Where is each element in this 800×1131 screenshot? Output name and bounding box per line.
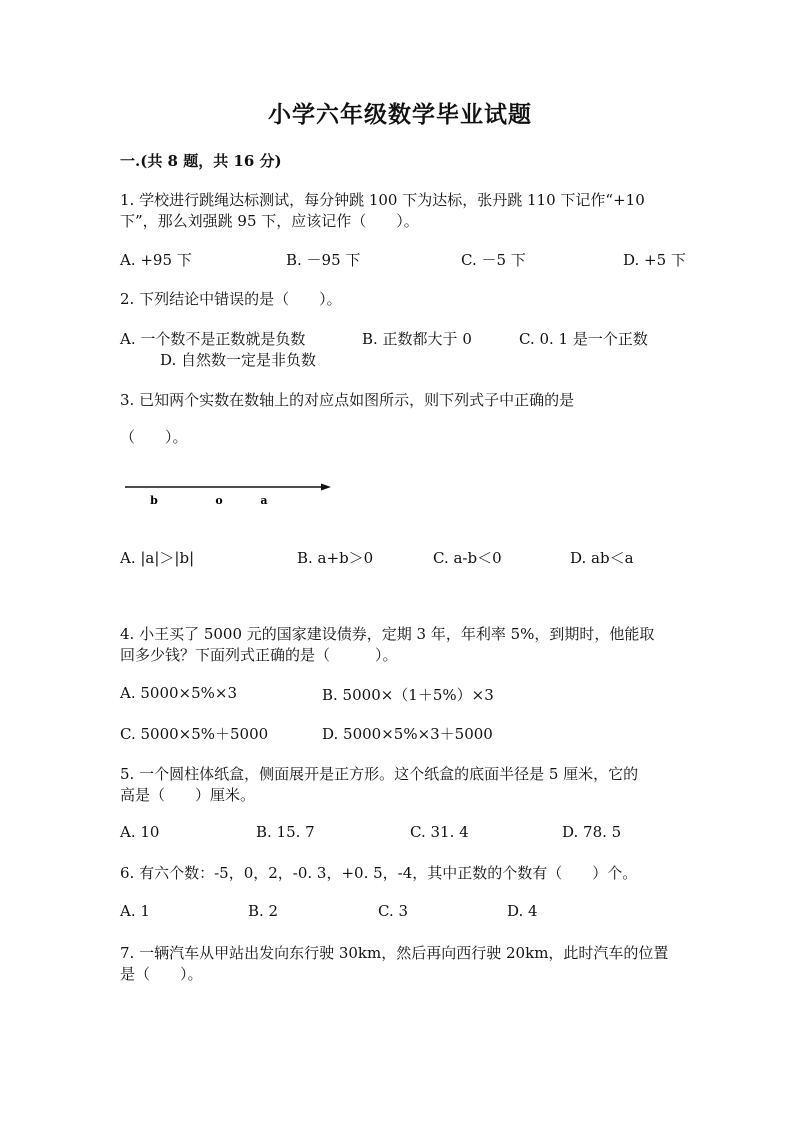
question-2-option-d: D. 自然数一定是非负数	[160, 351, 317, 369]
question-5-option-c: C. 31. 4	[410, 823, 469, 841]
question-1-option-a: A. +95 下	[120, 251, 192, 269]
question-5-option-d: D. 78. 5	[562, 823, 622, 841]
question-1-option-b: B. －95 下	[286, 251, 361, 269]
question-6-option-b: B. 2	[248, 902, 279, 920]
number-line-label-o: o	[215, 494, 223, 507]
question-7-line-1: 7. 一辆汽车从甲站出发向东行驶 30km，然后再向西行驶 20km，此时汽车的位置	[120, 944, 669, 962]
question-6-line-1: 6. 有六个数：-5，0，2，-0. 3，+0. 5，-4，其中正数的个数有（ ）个。	[120, 864, 638, 882]
question-5-option-b: B. 15. 7	[256, 823, 315, 841]
question-1-option-c: C. －5 下	[461, 251, 526, 269]
question-4-line-1: 4. 小王买了 5000 元的国家建设债券，定期 3 年，年利率 5%，到期时，他能取	[120, 625, 655, 643]
question-3-option-a: A. |a|＞|b|	[120, 549, 195, 567]
question-2-option-a: A. 一个数不是正数就是负数	[120, 330, 306, 348]
section-heading: 一.(共 8 题，共 16 分)	[120, 152, 282, 170]
question-6-option-a: A. 1	[120, 902, 150, 920]
number-line-figure	[120, 472, 335, 512]
question-6-option-d: D. 4	[507, 902, 538, 920]
question-2-option-c: C. 0. 1 是一个正数	[519, 330, 648, 348]
question-3-line-1: 3. 已知两个实数在数轴上的对应点如图所示，则下列式子中正确的是	[120, 391, 575, 409]
question-5-line-2: 高是（ ）厘米。	[120, 786, 256, 804]
question-3-line-2: （ ）。	[120, 428, 188, 446]
question-4-option-c: C. 5000×5%＋5000	[120, 725, 269, 743]
question-6-option-c: C. 3	[378, 902, 409, 920]
question-4-line-2: 回多少钱？下面列式正确的是（ ）。	[120, 646, 398, 664]
number-line-label-a: a	[260, 494, 268, 507]
question-1-line-1: 1. 学校进行跳绳达标测试，每分钟跳 100 下为达标，张丹跳 110 下记作“+10	[120, 191, 645, 209]
question-5-option-a: A. 10	[120, 823, 160, 841]
question-2-line-1: 2. 下列结论中错误的是（ ）。	[120, 290, 342, 308]
question-3-option-d: D. ab＜a	[570, 549, 634, 567]
question-4-option-a: A. 5000×5%×3	[120, 684, 238, 702]
question-3-option-b: B. a+b＞0	[297, 549, 374, 567]
question-4-option-d: D. 5000×5%×3＋5000	[322, 725, 493, 743]
page-title: 小学六年级数学毕业试题	[268, 101, 532, 128]
question-7-line-2: 是（ ）。	[120, 965, 203, 983]
question-1-line-2: 下”，那么刘强跳 95 下，应该记作（ ）。	[120, 212, 419, 230]
number-line-arrow-icon	[321, 484, 331, 491]
question-2-option-b: B. 正数都大于 0	[362, 330, 472, 348]
question-3-option-c: C. a-b＜0	[433, 549, 502, 567]
question-5-line-1: 5. 一个圆柱体纸盒，侧面展开是正方形。这个纸盒的底面半径是 5 厘米，它的	[120, 765, 639, 783]
number-line-label-b: b	[150, 494, 158, 507]
question-4-option-b: B. 5000×（1＋5%）×3	[322, 686, 494, 704]
question-1-option-d: D. +5 下	[623, 251, 686, 269]
